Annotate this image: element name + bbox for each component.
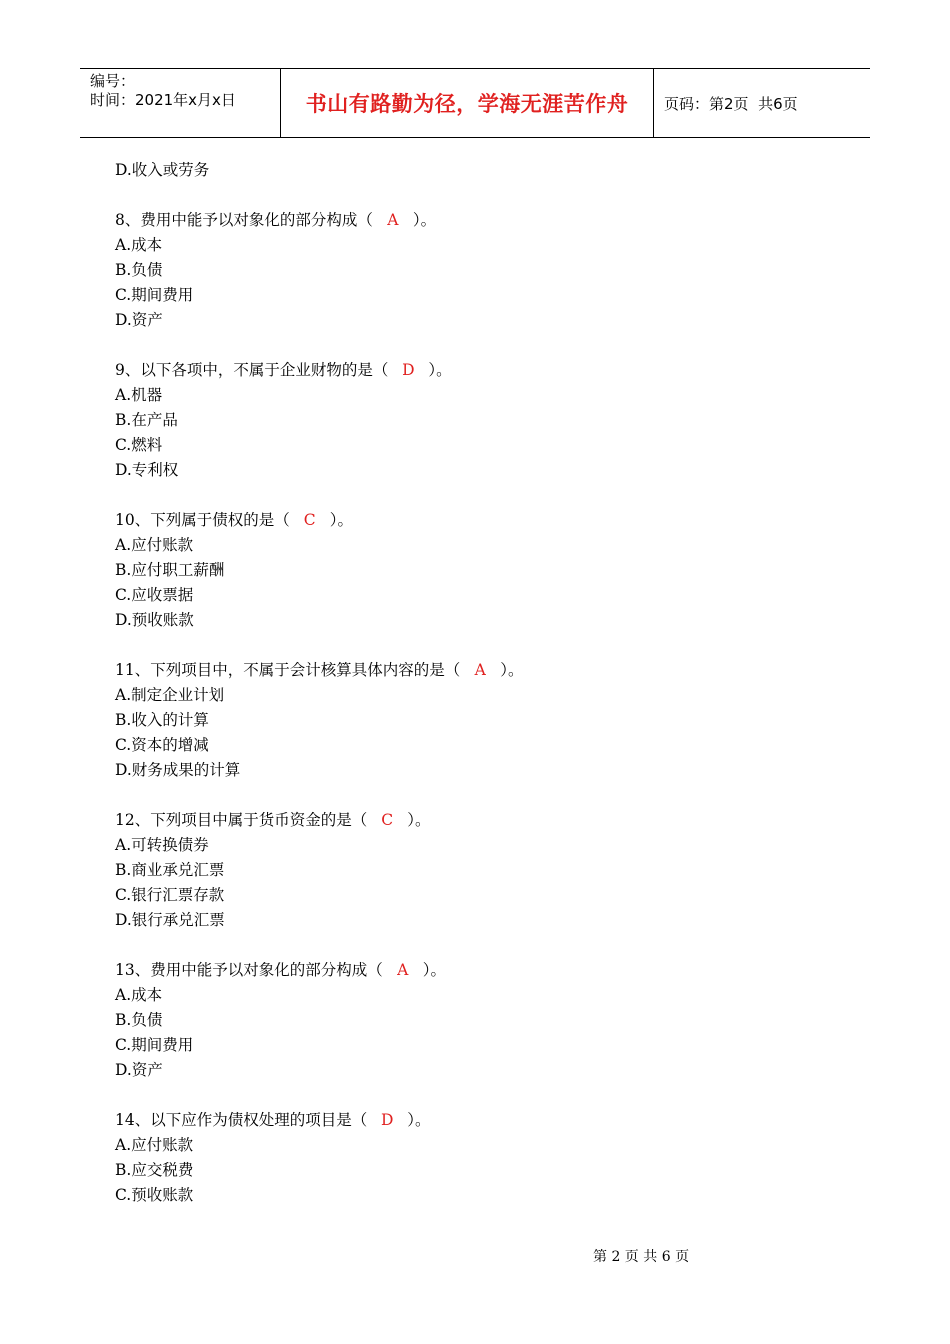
number-label: 编号：: [90, 72, 136, 90]
option-item: B.应交税费: [115, 1161, 194, 1179]
option-item: A.制定企业计划: [115, 686, 225, 704]
question-stem: [115, 508, 835, 533]
page-footer: 第 2 页 共 6 页: [593, 1249, 690, 1265]
question-gap: [115, 483, 835, 508]
question-text: 10、下列属于债权的是（: [115, 511, 290, 529]
answer-mark: C: [381, 811, 394, 829]
question-text: 11、下列项目中，不属于会计核算具体内容的是（: [115, 661, 461, 679]
option-item: A.成本: [115, 236, 163, 254]
header-motto-cell: [281, 69, 654, 137]
option-item: B.商业承兑汇票: [115, 861, 225, 879]
question-gap: [115, 783, 835, 808]
question-text: 14、以下应作为债权处理的项目是（: [115, 1111, 368, 1129]
question-stem: [115, 208, 835, 233]
question-text-end: ）。: [422, 961, 446, 979]
page-info: 页码：第2页 共6页: [664, 94, 798, 113]
carryover-option: D.收入或劳务: [115, 161, 210, 179]
header-page-info-cell: [654, 69, 870, 137]
answer-mark: A: [387, 211, 399, 229]
option-item: D.银行承兑汇票: [115, 911, 225, 929]
option-item: A.应付账款: [115, 536, 194, 554]
question-text: 9、以下各项中，不属于企业财物的是（: [115, 361, 389, 379]
question-block: [115, 958, 835, 1083]
option-item: C.资本的增减: [115, 736, 209, 754]
option-item: B.收入的计算: [115, 711, 209, 729]
question-block: [115, 658, 835, 783]
question-gap: [115, 1083, 835, 1108]
question-text: 13、费用中能予以对象化的部分构成（: [115, 961, 383, 979]
answer-mark: A: [397, 961, 409, 979]
question-stem: [115, 658, 835, 683]
question-block: [115, 508, 835, 633]
option-item: A.应付账款: [115, 1136, 194, 1154]
question-gap: [115, 333, 835, 358]
question-text-end: ）。: [329, 511, 353, 529]
option-item: A.成本: [115, 986, 163, 1004]
question-text: 12、下列项目中属于货币资金的是（: [115, 811, 368, 829]
option-item: A.可转换债券: [115, 836, 209, 854]
option-item: D.财务成果的计算: [115, 761, 241, 779]
question-text-end: ）。: [428, 361, 452, 379]
answer-mark: A: [474, 661, 486, 679]
question-stem: [115, 358, 835, 383]
questions-container: [115, 183, 835, 1208]
option-item: D.资产: [115, 1061, 163, 1079]
motto: 书山有路勤为径，学海无涯苦作舟: [305, 92, 629, 116]
question-text-end: ）。: [407, 811, 431, 829]
option-item: C.燃料: [115, 436, 163, 454]
option-item: C.期间费用: [115, 286, 194, 304]
option-item: B.负债: [115, 1011, 163, 1029]
option-item: A.机器: [115, 386, 163, 404]
page-header: [80, 68, 870, 138]
question-text-end: ）。: [407, 1111, 431, 1129]
question-stem: [115, 958, 835, 983]
question-gap: [115, 633, 835, 658]
option-item: B.负债: [115, 261, 163, 279]
question-stem: [115, 1108, 835, 1133]
option-item: D.专利权: [115, 461, 179, 479]
time-label: 时间：2021年x月x日: [90, 91, 236, 109]
question-block: [115, 358, 835, 483]
question-gap: [115, 933, 835, 958]
answer-mark: C: [303, 511, 316, 529]
question-block: [115, 808, 835, 933]
question-text-end: ）。: [500, 661, 524, 679]
question-gap: [115, 183, 835, 208]
answer-mark: D: [381, 1111, 394, 1129]
question-text: 8、费用中能予以对象化的部分构成（: [115, 211, 373, 229]
question-list: [115, 158, 835, 1208]
option-item: C.银行汇票存款: [115, 886, 225, 904]
header-meta: [80, 69, 281, 137]
option-item: D.资产: [115, 311, 163, 329]
option-item: D.预收账款: [115, 611, 194, 629]
option-item: C.预收账款: [115, 1186, 194, 1204]
question-text-end: ）。: [412, 211, 437, 229]
answer-mark: D: [402, 361, 415, 379]
option-item: C.应收票据: [115, 586, 194, 604]
question-block: [115, 1108, 835, 1208]
option-item: B.在产品: [115, 411, 178, 429]
question-block: [115, 208, 835, 333]
question-stem: [115, 808, 835, 833]
option-item: C.期间费用: [115, 1036, 194, 1054]
option-item: B.应付职工薪酬: [115, 561, 225, 579]
